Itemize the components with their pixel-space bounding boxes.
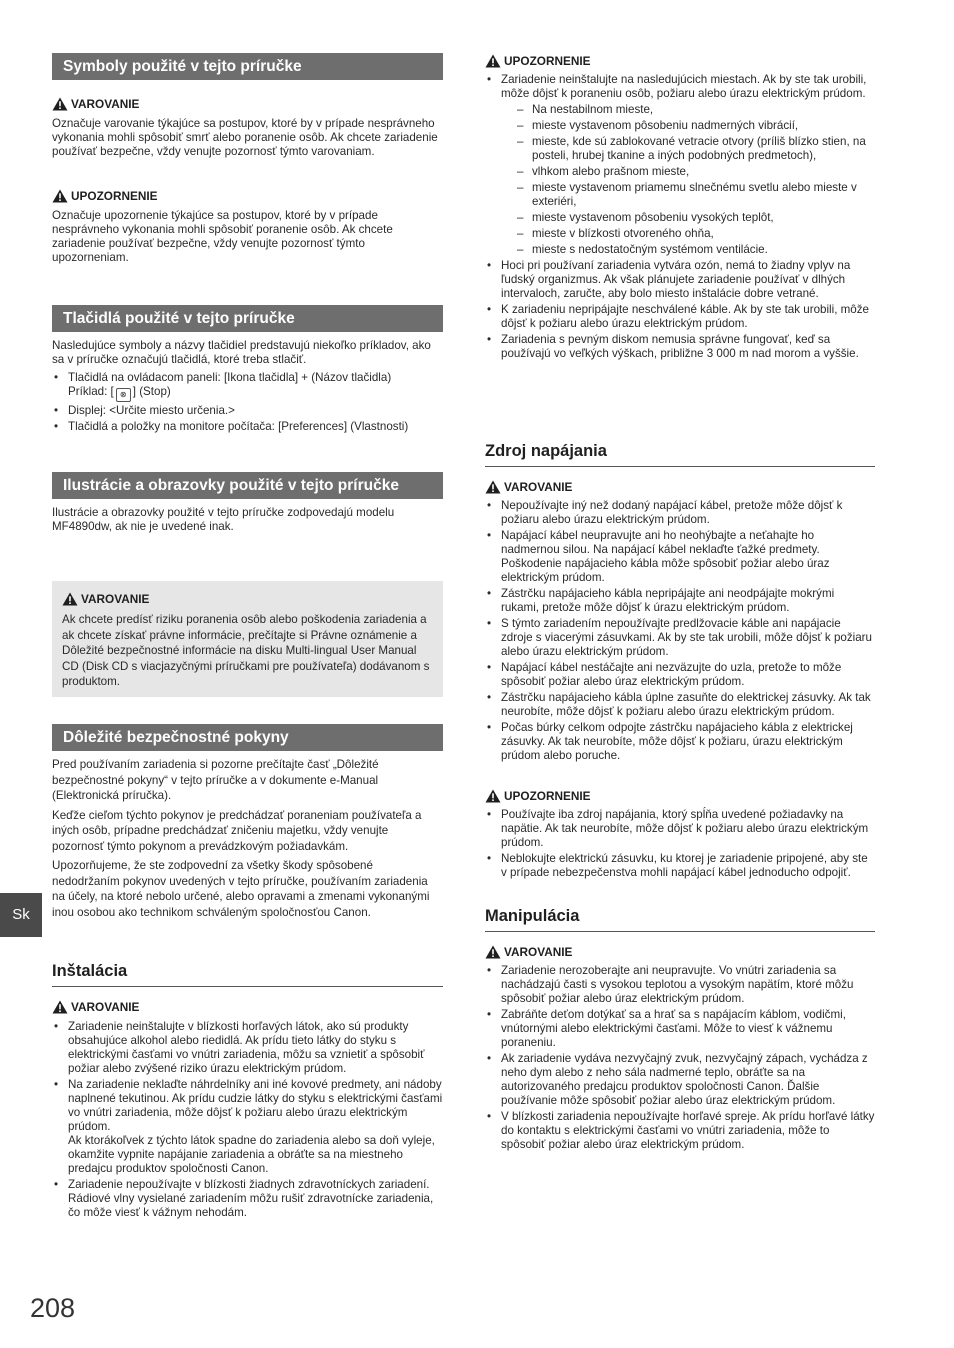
section-header-symbols: Symboly použité v tejto príručke [52,53,443,80]
list-item: – Na nestabilnom mieste, [501,103,875,117]
caution-triangle-icon [485,789,501,803]
warning-label: VAROVANIE [62,591,149,607]
list-item: • Na zariadenie neklaďte náhrdelníky ani iné kovové predmety, ani nádoby naplnené tekutinou. Ak prídu cudzie látky do styku s elektrickými časťami vo vnútri zariadenia, môže dôjsť k požiaru alebo úrazu elektrickým prúdom. Ak ktorákoľvek z týchto látok spadne do zariadenia alebo sa doň vyleje, okamžite vypnite napájanie zariadenia a obráťte sa na miestneho predajcu produktov spoločnosti Canon. [52,1078,443,1176]
warning-triangle-icon [62,592,78,606]
caution-triangle-icon [52,189,68,203]
list-item: • Tlačidlá na ovládacom paneli: [Ikona tlačidla] + (Názov tlačidla) Príklad: [ ⊗ ] (Stop) [52,371,443,402]
installation-warnings [52,1020,443,1222]
symbols-warning-text: Označuje varovanie týkajúce sa postupov, ktoré by v prípade nesprávneho vykonania mohli spôsobiť smrť alebo poranenie osôb. Ak chcete zariadenie používať bezpečne, vždy venujte pozornosť týmto varovaniam. [52,117,438,158]
list-item: • Tlačidlá a položky na monitore počítača: [Preferences] (Vlastnosti) [52,420,443,434]
handling-warnings [485,964,875,1154]
list-item: • Zabráňte deťom dotýkať sa a hrať sa s napájacím káblom, vodičmi, vnútornými alebo elektrickými časťami. Môže to viesť k vážnemu poraneniu. [485,1008,875,1050]
boxed-warning-text: Ak chcete predísť riziku poranenia osôb alebo poškodenia zariadenia a ak chcete získať právne informácie, prečítajte si Právne oznámenie a Dôležité bezpečnostné informácie na disku Multi-lingual User Manual CD (Disk CD s viacjazyčnými príručkami pre používateľa) dodávanom s produktom. [62,613,430,688]
safety-content: Pred používaním zariadenia si pozorne prečítajte časť „Dôležité bezpečnostné pokyny“ v tejto príručke a v dokumente e-Manual (Elektronická príručka). Keďže cieľom týchto pokynov je predchádzať poraneniam používateľa a iných osôb, prípadne predchádzať zničeniu majetku, vždy venujte pozornosť týmto pokynom a prevádzkovým požiadavkám. Upozorňujeme, že ste zodpovední za všetky škody spôsobené nedodržaním pokynov uvedených v tejto príručke, používaním zariadenia na účely, na ktoré nebolo určené, alebo opravami a zmenami vykonanými inou osobou ako technikom schváleným spoločnosťou Canon. [52,758,430,919]
list-item: – mieste vystavenom pôsobeniu nadmerných vibrácií, [501,119,875,133]
list-item: • K zariadeniu nepripájajte neschválené káble. Ak by ste tak urobili, môže dôjsť k požiaru alebo úrazu elektrickým prúdom. [485,303,875,331]
list-item: – mieste vystavenom priamemu slnečnému svetlu alebo mieste v exteriéri, [501,181,875,209]
list-item: – mieste, kde sú zablokované vetracie otvory (príliš blízko stien, na posteli, hrubej tkanine a iných podobných predmetoch), [501,135,875,163]
list-item: – mieste vystavenom pôsobeniu vysokých teplôt, [501,211,875,225]
warning-label: VAROVANIE [52,96,139,112]
list-item: • S týmto zariadením nepoužívajte predlžovacie káble ani napájacie zdroje s viacerými zásuvkami. Ak by ste tak urobili, môže dôjsť k požiaru alebo úrazu elektrickým prúdom. [485,617,875,659]
symbols-caution-text: Označuje upozornenie týkajúce sa postupov, ktoré by v prípade nesprávneho vykonania mohli spôsobiť poranenie osôb. Ak chcete zariadenie používať bezpečne, vždy venujte pozornosť týmto upozorneniam. [52,209,393,264]
stop-key-icon: ⊗ [116,388,131,402]
list-item: • Zástrčku napájacieho kábla úplne zasuňte do elektrickej zásuvky. Ak tak neurobíte, môže dôjsť k požiaru alebo úrazu elektrickým prúdom. [485,691,875,719]
list-item: • Zariadenie nerozoberajte ani neupravujte. Vo vnútri zariadenia sa nachádzajú časti s vysokou teplotou a vysokým napätím, ktoré môžu spôsobiť požiar alebo úraz elektrickým prúdom. [485,964,875,1006]
warning-triangle-icon [52,97,68,111]
heading-installation: Inštalácia [52,961,443,987]
list-item: • Zariadenie neinštalujte na nasledujúcich miestach. Ak by ste tak urobili, môže dôjsť k poraneniu osôb, požiaru alebo úrazu elektrickým prúdom. – Na nestabilnom mieste, – mieste vystavenom pôsobeniu nadmerných vibrácií, – mieste, kde sú zablokované vetracie otvory (príliš blízko stien, na posteli, hrubej tkanine a iných podobných predmetoch), – vlhkom alebo prašnom mieste, – mieste vystavenom priamemu slnečnému svetlu alebo mieste v exteriéri, – mieste vystavenom pôsobeniu vysokých teplôt, – mieste v blízkosti otvoreného ohňa, – mieste s nedostatočným systémom ventilácie. [485,73,875,257]
warning-triangle-icon [485,480,501,494]
list-item: – mieste v blízkosti otvoreného ohňa, [501,227,875,241]
illustrations-text: Ilustrácie a obrazovky použité v tejto príručke zodpovedajú modelu MF4890dw, ak nie je uvedené inak. [52,506,395,533]
list-item: • Ak zariadenie vydáva nezvyčajný zvuk, nezvyčajný zápach, vychádza z neho dym alebo z neho sála nadmerné teplo, obráťte sa na autorizovaného predajcu produktov spoločnosti Canon. Ďalšie používanie môže spôsobiť požiar alebo úraz elektrickým prúdom. [485,1052,875,1108]
list-item: • Zariadenia s pevným diskom nemusia správne fungovať, keď sa používajú vo veľkých výškach, približne 3 000 m nad morom a vyššie. [485,333,875,361]
list-item: • Displej: <Určite miesto určenia.> [52,404,443,418]
buttons-content: Nasledujúce symboly a názvy tlačidiel predstavujú niekoľko príkladov, ako sa v príručke označujú tlačidlá, ktoré treba stlačiť. • Tlačidlá na ovládacom paneli: [Ikona tlačidla] + (Názov tlačidla) Príklad: [ ⊗ ] (Stop) • Displej: <Určite miesto určenia.> • Tlačidlá a položky na monitore počítača: [Preferences] (Vlastnosti) [52,339,443,436]
list-item: • Zariadenie neinštalujte v blízkosti horľavých látok, ako sú produkty obsahujúce alkohol alebo riedidlá. Ak prídu tieto látky do styku s elektrickými časťami vo vnútri zariadenia, môžu sa vznietiť a spôsobiť požiar alebo zvýšené riziko úrazu elektrickým prúdom. [52,1020,443,1076]
language-tab: Sk [0,893,42,937]
list-item: • Používajte iba zdroj napájania, ktorý spĺňa uvedené požiadavky na napätie. Ak tak neurobíte, môže dôjsť k požiaru alebo úrazu elektrickým prúdom. [485,808,875,850]
list-item: • Nepoužívajte iný než dodaný napájací kábel, pretože môže dôjsť k požiaru alebo úrazu elektrickým prúdom. [485,499,875,527]
caution-label: UPOZORNENIE [52,188,158,204]
list-item: • V blízkosti zariadenia nepoužívajte horľavé spreje. Ak prídu horľavé látky do kontaktu s elektrickými časťami vo vnútri zariadenia, môže to spôsobiť požiar alebo úraz elektrickým prúdom. [485,1110,875,1152]
installation-cautions [485,73,875,363]
warning-triangle-icon [485,945,501,959]
list-item: • Neblokujte elektrickú zásuvku, ku ktorej je zariadenie pripojené, aby ste v prípade nebezpečenstva mohli napájací kábel jednoducho odpojiť. [485,852,875,880]
section-header-safety: Dôležité bezpečnostné pokyny [52,724,443,751]
page-number: 208 [30,1293,76,1323]
list-item: – vlhkom alebo prašnom mieste, [501,165,875,179]
list-item: • Počas búrky celkom odpojte zástrčku napájacieho kábla z elektrickej zásuvky. Ak tak neurobíte, môže dôjsť k požiaru, úrazu elektrickým prúdom alebo poruche. [485,721,875,763]
list-item: • Hoci pri používaní zariadenia vytvára ozón, nemá to žiadny vplyv na ľudský organizmus. Ak však plánujete zariadenie používať v dlhých intervaloch, zaručte, aby bolo miesto inštalácie dobre vetrané. [485,259,875,301]
heading-handling: Manipulácia [485,906,875,932]
warning-triangle-icon [52,1000,68,1014]
list-item: – mieste s nedostatočným systémom ventilácie. [501,243,875,257]
warning-label: VAROVANIE [485,944,572,960]
list-item: • Zástrčku napájacieho kábla nepripájajte ani neodpájajte mokrými rukami, pretože môže dôjsť k úrazu elektrickým prúdom. [485,587,875,615]
section-header-buttons: Tlačidlá použité v tejto príručke [52,305,443,332]
list-item: • Napájací kábel nestáčajte ani nezväzujte do uzla, pretože to môže spôsobiť požiar alebo úraz elektrickým prúdom. [485,661,875,689]
warning-label: VAROVANIE [52,999,139,1015]
warning-label: VAROVANIE [485,479,572,495]
power-cautions [485,808,875,882]
caution-label: UPOZORNENIE [485,53,591,69]
power-warnings [485,499,875,765]
list-item: • Napájací kábel neupravujte ani ho neohýbajte a neťahajte ho nadmernou silou. Na napájací kábel neklaďte ťažké predmety. Poškodenie napájacieho kábla môže spôsobiť požiar alebo úraz elektrickým prúdom. [485,529,875,585]
section-header-illustrations: Ilustrácie a obrazovky použité v tejto príručke [52,472,443,499]
heading-power-supply: Zdroj napájania [485,441,875,467]
caution-label: UPOZORNENIE [485,788,591,804]
list-item: • Zariadenie nepoužívajte v blízkosti žiadnych zdravotníckych zariadení. Rádiové vlny vysielané zariadením môžu rušiť zdravotnícke zariadenia, čo môže viesť k vážnym nehodám. [52,1178,443,1220]
caution-triangle-icon [485,54,501,68]
